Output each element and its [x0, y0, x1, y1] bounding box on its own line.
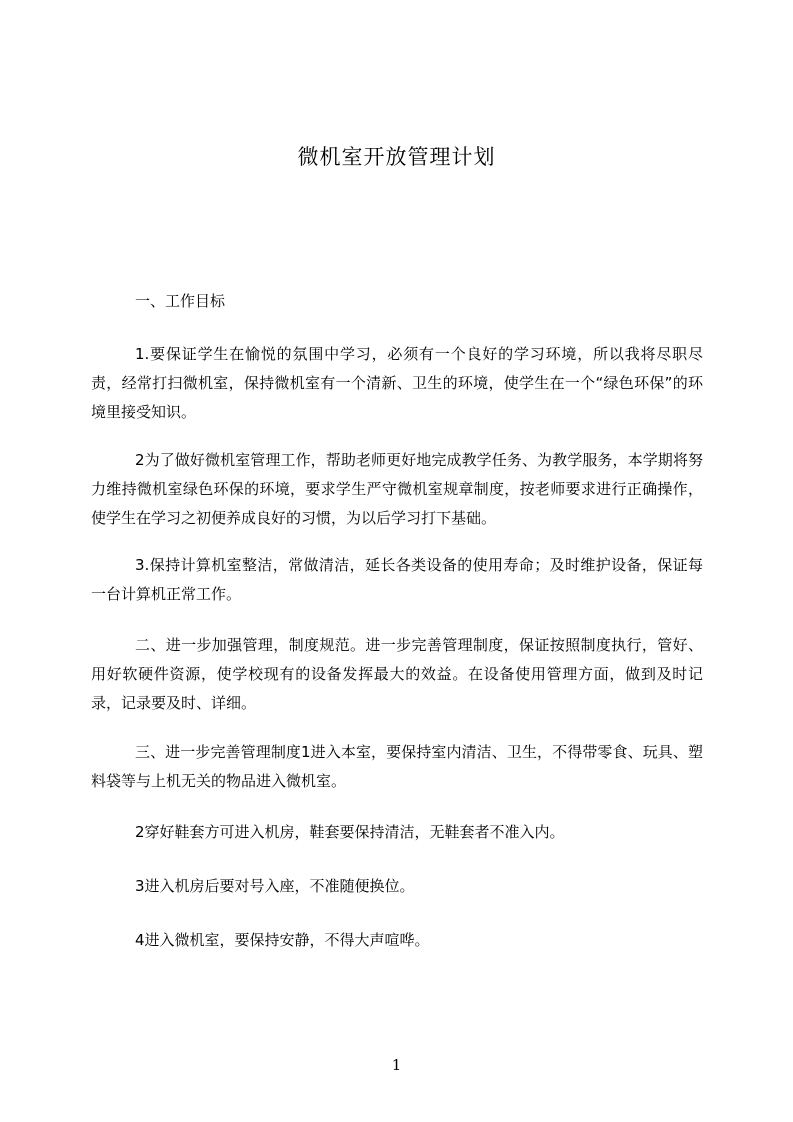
paragraph-rule-4: 4进入微机室，要保持安静，不得大声喧哗。 — [135, 931, 430, 949]
section-heading-work-goals: 一、工作目标 — [135, 292, 226, 310]
paragraph-goal-2: 2为了做好微机室管理工作，帮助老师更好地完成教学任务、为教学服务，本学期将努力维持微机室绿色环保的环境，要求学生严守微机室规章制度，按老师要求进行正确操作，使学生在学习之初便养成良好的习惯，为以后学习打下基础。 — [91, 451, 703, 527]
paragraph-section-two: 二、进一步加强管理，制度规范。进一步完善管理制度，保证按照制度执行，管好、用好软硬件资源，使学校现有的设备发挥最大的效益。在设备使用管理方面，做到及时记录，记录要及时、详细。 — [91, 636, 703, 712]
document-title: 微机室开放管理计划 — [297, 145, 496, 169]
paragraph-rule-2: 2穿好鞋套方可进入机房，鞋套要保持清洁，无鞋套者不准入内。 — [135, 823, 565, 841]
paragraph-section-three: 三、进一步完善管理制度1进入本室，要保持室内清洁、卫生，不得带零食、玩具、塑料袋等与上机无关的物品进入微机室。 — [91, 743, 703, 790]
page-number: 1 — [391, 1056, 402, 1074]
paragraph-rule-3: 3进入机房后要对号入座，不准随便换位。 — [135, 877, 415, 895]
paragraph-goal-1: 1.要保证学生在愉悦的氛围中学习，必须有一个良好的学习环境，所以我将尽职尽责，经常打扫微机室，保持微机室有一个清新、卫生的环境，使学生在一个“绿色环保”的环境里接受知识。 — [91, 345, 703, 421]
paragraph-goal-3: 3.保持计算机室整洁，常做清洁，延长各类设备的使用寿命；及时维护设备，保证每一台计算机正常工作。 — [91, 556, 703, 603]
